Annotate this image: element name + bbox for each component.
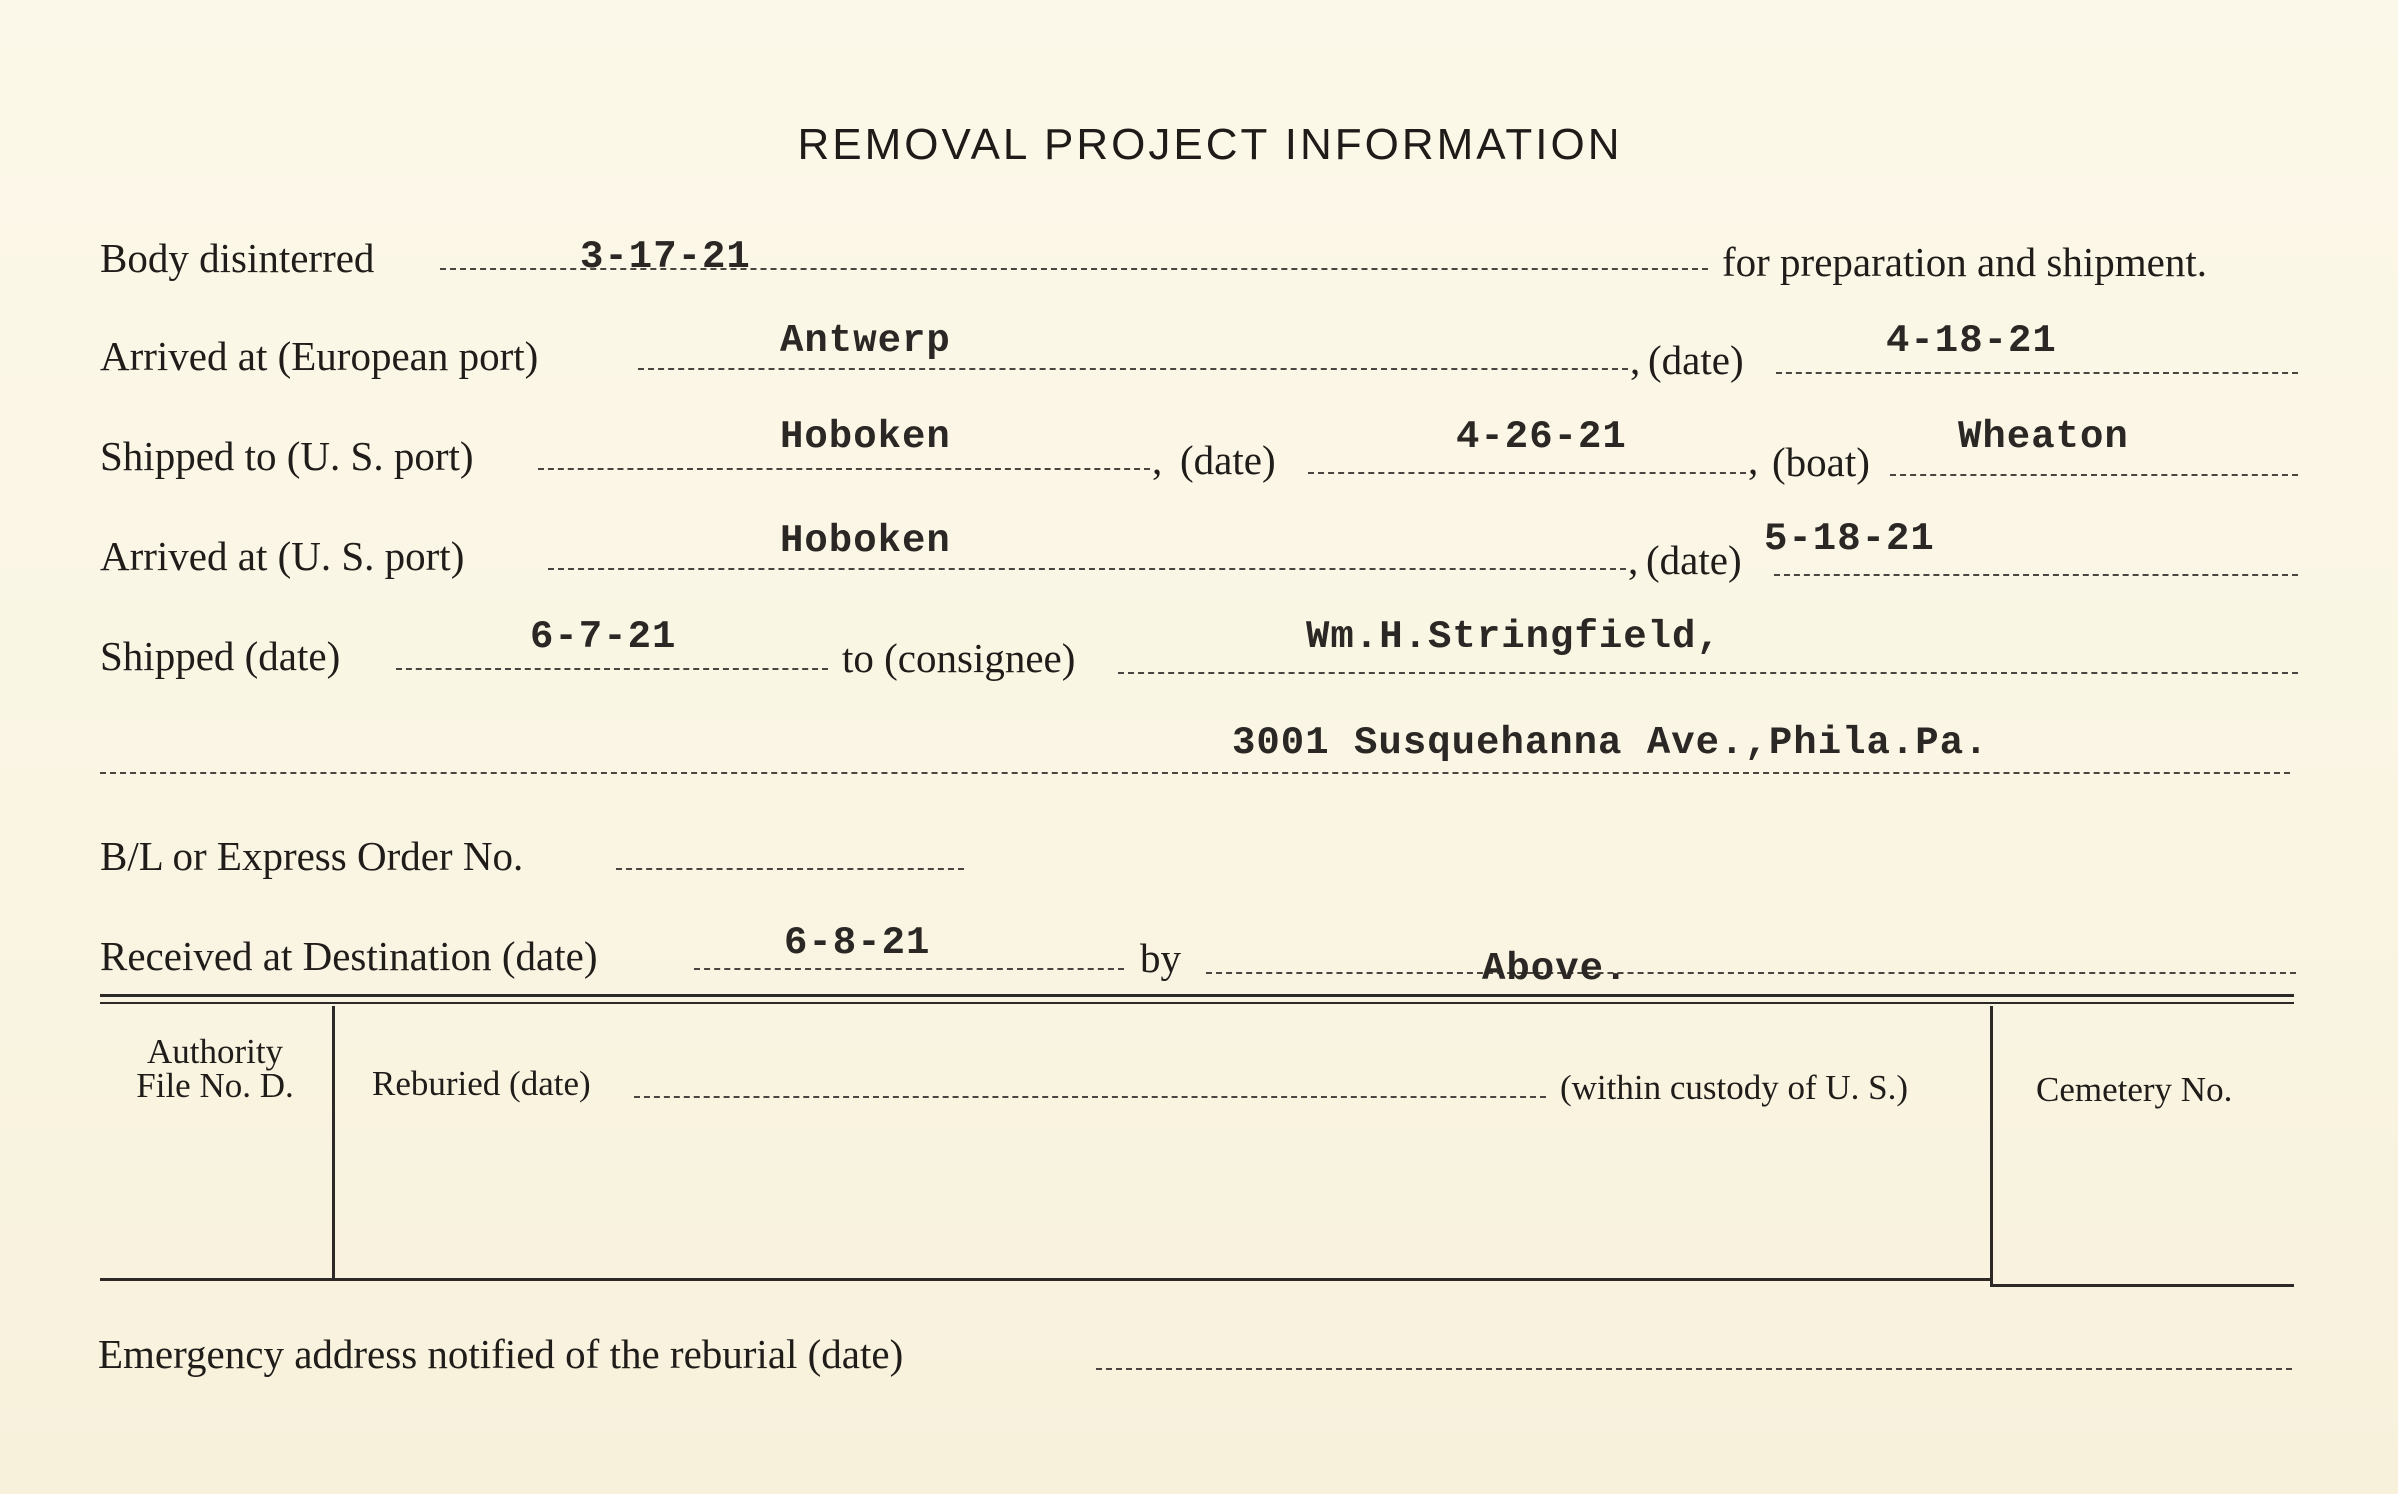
consignee-line <box>1118 672 2298 674</box>
cemetery-divider <box>1990 1006 1993 1284</box>
european-port-value: Antwerp <box>780 319 951 363</box>
arrived-us-date-value: 5-18-21 <box>1764 517 1935 561</box>
received-date-line <box>694 968 1124 970</box>
bl-order-label: B/L or Express Order No. <box>100 833 524 879</box>
for-preparation-label: for preparation and shipment. <box>1722 239 2208 285</box>
shipped-date-value: 6-7-21 <box>530 615 677 659</box>
received-by-value: Above. <box>1482 947 1629 991</box>
consignee-address-line <box>100 772 2290 774</box>
boat-name-value: Wheaton <box>1958 415 2129 459</box>
shipped-date-label: Shipped (date) <box>100 633 341 679</box>
shipped-to-us-label: Shipped to (U. S. port) <box>100 433 474 479</box>
authority-divider <box>332 1006 335 1278</box>
boat-label: (boat) <box>1772 439 1870 485</box>
shipped-date-line <box>396 668 828 670</box>
file-no-label: File No. D. <box>136 1066 294 1105</box>
shipped-us-date-line <box>1308 472 1746 474</box>
reburied-line <box>634 1096 1546 1098</box>
european-date-label: (date) <box>1648 337 1744 383</box>
within-custody-label: (within custody of U. S.) <box>1560 1068 1909 1107</box>
arrived-us-comma: , <box>1628 537 1639 583</box>
arrived-european-label: Arrived at (European port) <box>100 333 539 379</box>
authority-label: Authority <box>146 1032 284 1071</box>
bl-order-line <box>616 868 964 870</box>
received-date-value: 6-8-21 <box>784 921 931 965</box>
cemetery-no-label: Cemetery No. <box>2036 1070 2233 1109</box>
received-by-line <box>1206 972 2296 974</box>
arrived-us-date-line <box>1774 574 2298 576</box>
shipped-us-port-line <box>538 468 1150 470</box>
european-comma: , <box>1630 337 1641 383</box>
arrived-us-port-line <box>548 568 1626 570</box>
boat-line <box>1890 474 2298 476</box>
card-title: REMOVAL PROJECT INFORMATION <box>797 120 1623 169</box>
shipped-us-date-value: 4-26-21 <box>1456 415 1627 459</box>
table-bottom-rule <box>100 1278 1992 1281</box>
shipped-us-port-value: Hoboken <box>780 415 951 459</box>
european-date-line <box>1776 372 2298 374</box>
by-label: by <box>1140 935 1181 981</box>
shipped-us-date-label: (date) <box>1180 437 1276 483</box>
boat-comma: , <box>1748 437 1759 483</box>
reburied-label: Reburied (date) <box>372 1064 591 1103</box>
disinterred-date-value: 3-17-21 <box>580 235 751 279</box>
arrived-us-port-value: Hoboken <box>780 519 951 563</box>
emergency-line <box>1096 1368 2292 1370</box>
shipped-us-comma: , <box>1152 437 1163 483</box>
european-port-line <box>638 368 1628 370</box>
consignee-value: Wm.H.Stringfield, <box>1306 615 1721 659</box>
to-consignee-label: to (consignee) <box>842 635 1076 681</box>
received-destination-label: Received at Destination (date) <box>100 933 598 979</box>
body-disinterred-label: Body disinterred <box>100 235 375 281</box>
arrived-us-date-label: (date) <box>1646 537 1742 583</box>
consignee-address-value: 3001 Susquehanna Ave.,Phila.Pa. <box>1232 721 1989 765</box>
table-top-rule-second <box>100 1002 2294 1004</box>
arrived-us-label: Arrived at (U. S. port) <box>100 533 465 579</box>
table-bottom-rule-right <box>1990 1284 2294 1287</box>
table-top-rule <box>100 994 2294 997</box>
emergency-label: Emergency address notified of the reburial (date) <box>98 1331 904 1377</box>
european-date-value: 4-18-21 <box>1886 319 2057 363</box>
